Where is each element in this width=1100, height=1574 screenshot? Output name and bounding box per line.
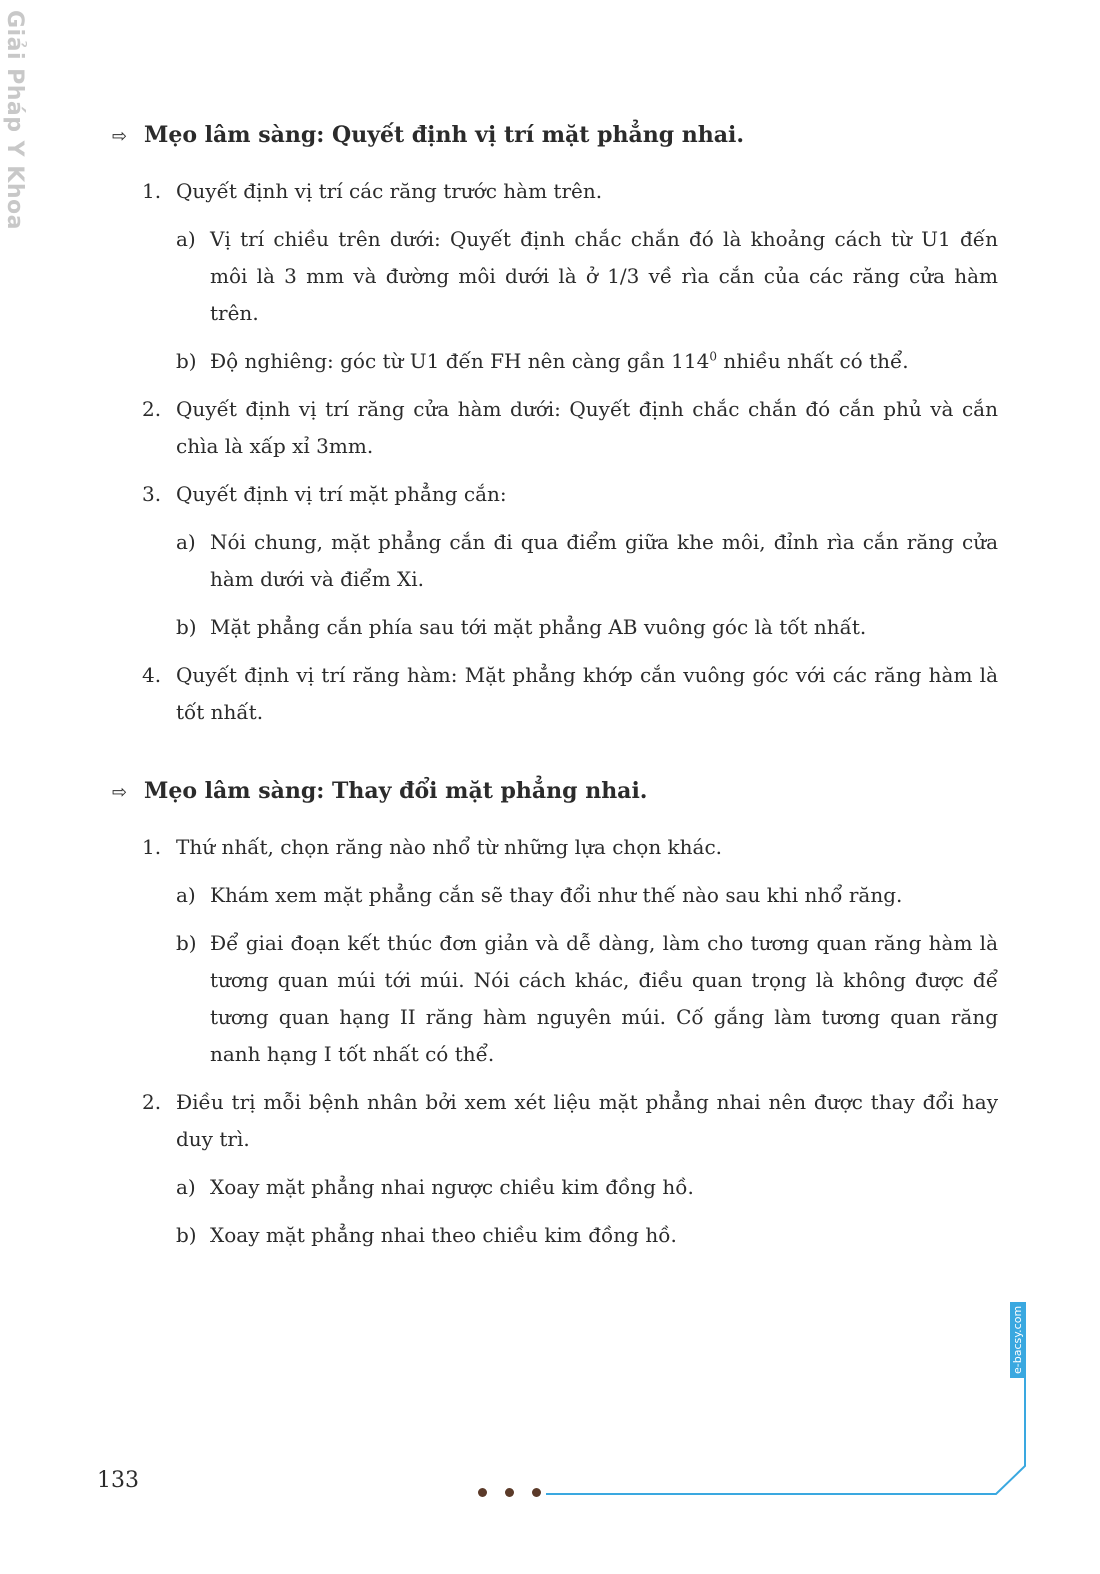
arrow-right-icon: ⇨: [112, 781, 128, 803]
list-number: 2.: [142, 1089, 162, 1114]
list-text: Điều trị mỗi bệnh nhân bởi xem xét liệu mặt phẳng nhai nên được thay đổi hay duy trì.: [176, 1089, 998, 1151]
list-number: 2.: [142, 396, 162, 421]
footer-dots: [478, 1488, 559, 1497]
list-number: a): [176, 226, 196, 251]
side-watermark: Giải Pháp Y Khoa: [2, 10, 27, 230]
list-number: a): [176, 529, 196, 554]
list-number: b): [176, 614, 197, 639]
text-part: nhiều nhất có thể.: [717, 348, 909, 373]
section-heading-text: Mẹo lâm sàng: Quyết định vị trí mặt phẳng nhai.: [144, 122, 745, 148]
list-number: 1.: [142, 834, 162, 859]
list-number: b): [176, 930, 197, 955]
list-number: a): [176, 882, 196, 907]
site-tag: e-bacsy.com: [1010, 1302, 1026, 1378]
list-text: Quyết định vị trí mặt phẳng cắn:: [176, 481, 507, 506]
list-text: Mặt phẳng cắn phía sau tới mặt phẳng AB vuông góc là tốt nhất.: [210, 614, 867, 639]
list-text: Thứ nhất, chọn răng nào nhổ từ những lựa chọn khác.: [176, 834, 723, 859]
superscript: 0: [709, 349, 717, 364]
list-text: Quyết định vị trí răng hàm: Mặt phẳng khớp cắn vuông góc với các răng hàm là tốt nhất.: [176, 662, 998, 724]
list-text: Quyết định vị trí các răng trước hàm trên.: [176, 178, 603, 203]
dot-icon: [505, 1488, 514, 1497]
list-number: b): [176, 348, 197, 373]
arrow-right-icon: ⇨: [112, 126, 128, 147]
list-number: a): [176, 1174, 196, 1199]
list-number: b): [176, 1222, 197, 1247]
list-text: Quyết định vị trí răng cửa hàm dưới: Quyết định chắc chắn đó cắn phủ và cắn chìa là xấp xỉ 3mm.: [176, 396, 998, 458]
list-text: Nói chung, mặt phẳng cắn đi qua điểm giữa khe môi, đỉnh rìa cắn răng cửa hàm dưới và điểm Xi.: [210, 529, 998, 591]
text-part: Độ nghiêng: góc từ U1 đến FH nên càng gần 114: [210, 348, 710, 373]
dot-icon: [478, 1488, 487, 1497]
page-number: 133: [97, 1468, 139, 1493]
list-text: Để giai đoạn kết thúc đơn giản và dễ dàng, làm cho tương quan răng hàm là tương quan múi tới múi. Nói cách khác, điều quan trọng là không được để tương quan hạng II răng hàm nguyên múi. Cố gắng làm tương quan răng nanh hạng I tốt nhất có thể.: [210, 930, 998, 1066]
list-text: Khám xem mặt phẳng cắn sẽ thay đổi như thế nào sau khi nhổ răng.: [210, 882, 903, 907]
dot-icon: [532, 1488, 541, 1497]
list-text: Vị trí chiều trên dưới: Quyết định chắc chắn đó là khoảng cách từ U1 đến môi là 3 mm và đường môi dưới là ở 1/3 về rìa cắn của các răng cửa hàm trên.: [210, 226, 998, 325]
section-heading-text: Mẹo lâm sàng: Thay đổi mặt phẳng nhai.: [144, 777, 648, 804]
list-text: Xoay mặt phẳng nhai theo chiều kim đồng hồ.: [210, 1222, 677, 1247]
list-number: 3.: [142, 481, 162, 506]
list-text: Xoay mặt phẳng nhai ngược chiều kim đồng hồ.: [210, 1174, 694, 1199]
list-number: 1.: [142, 178, 162, 203]
list-number: 4.: [142, 662, 162, 687]
